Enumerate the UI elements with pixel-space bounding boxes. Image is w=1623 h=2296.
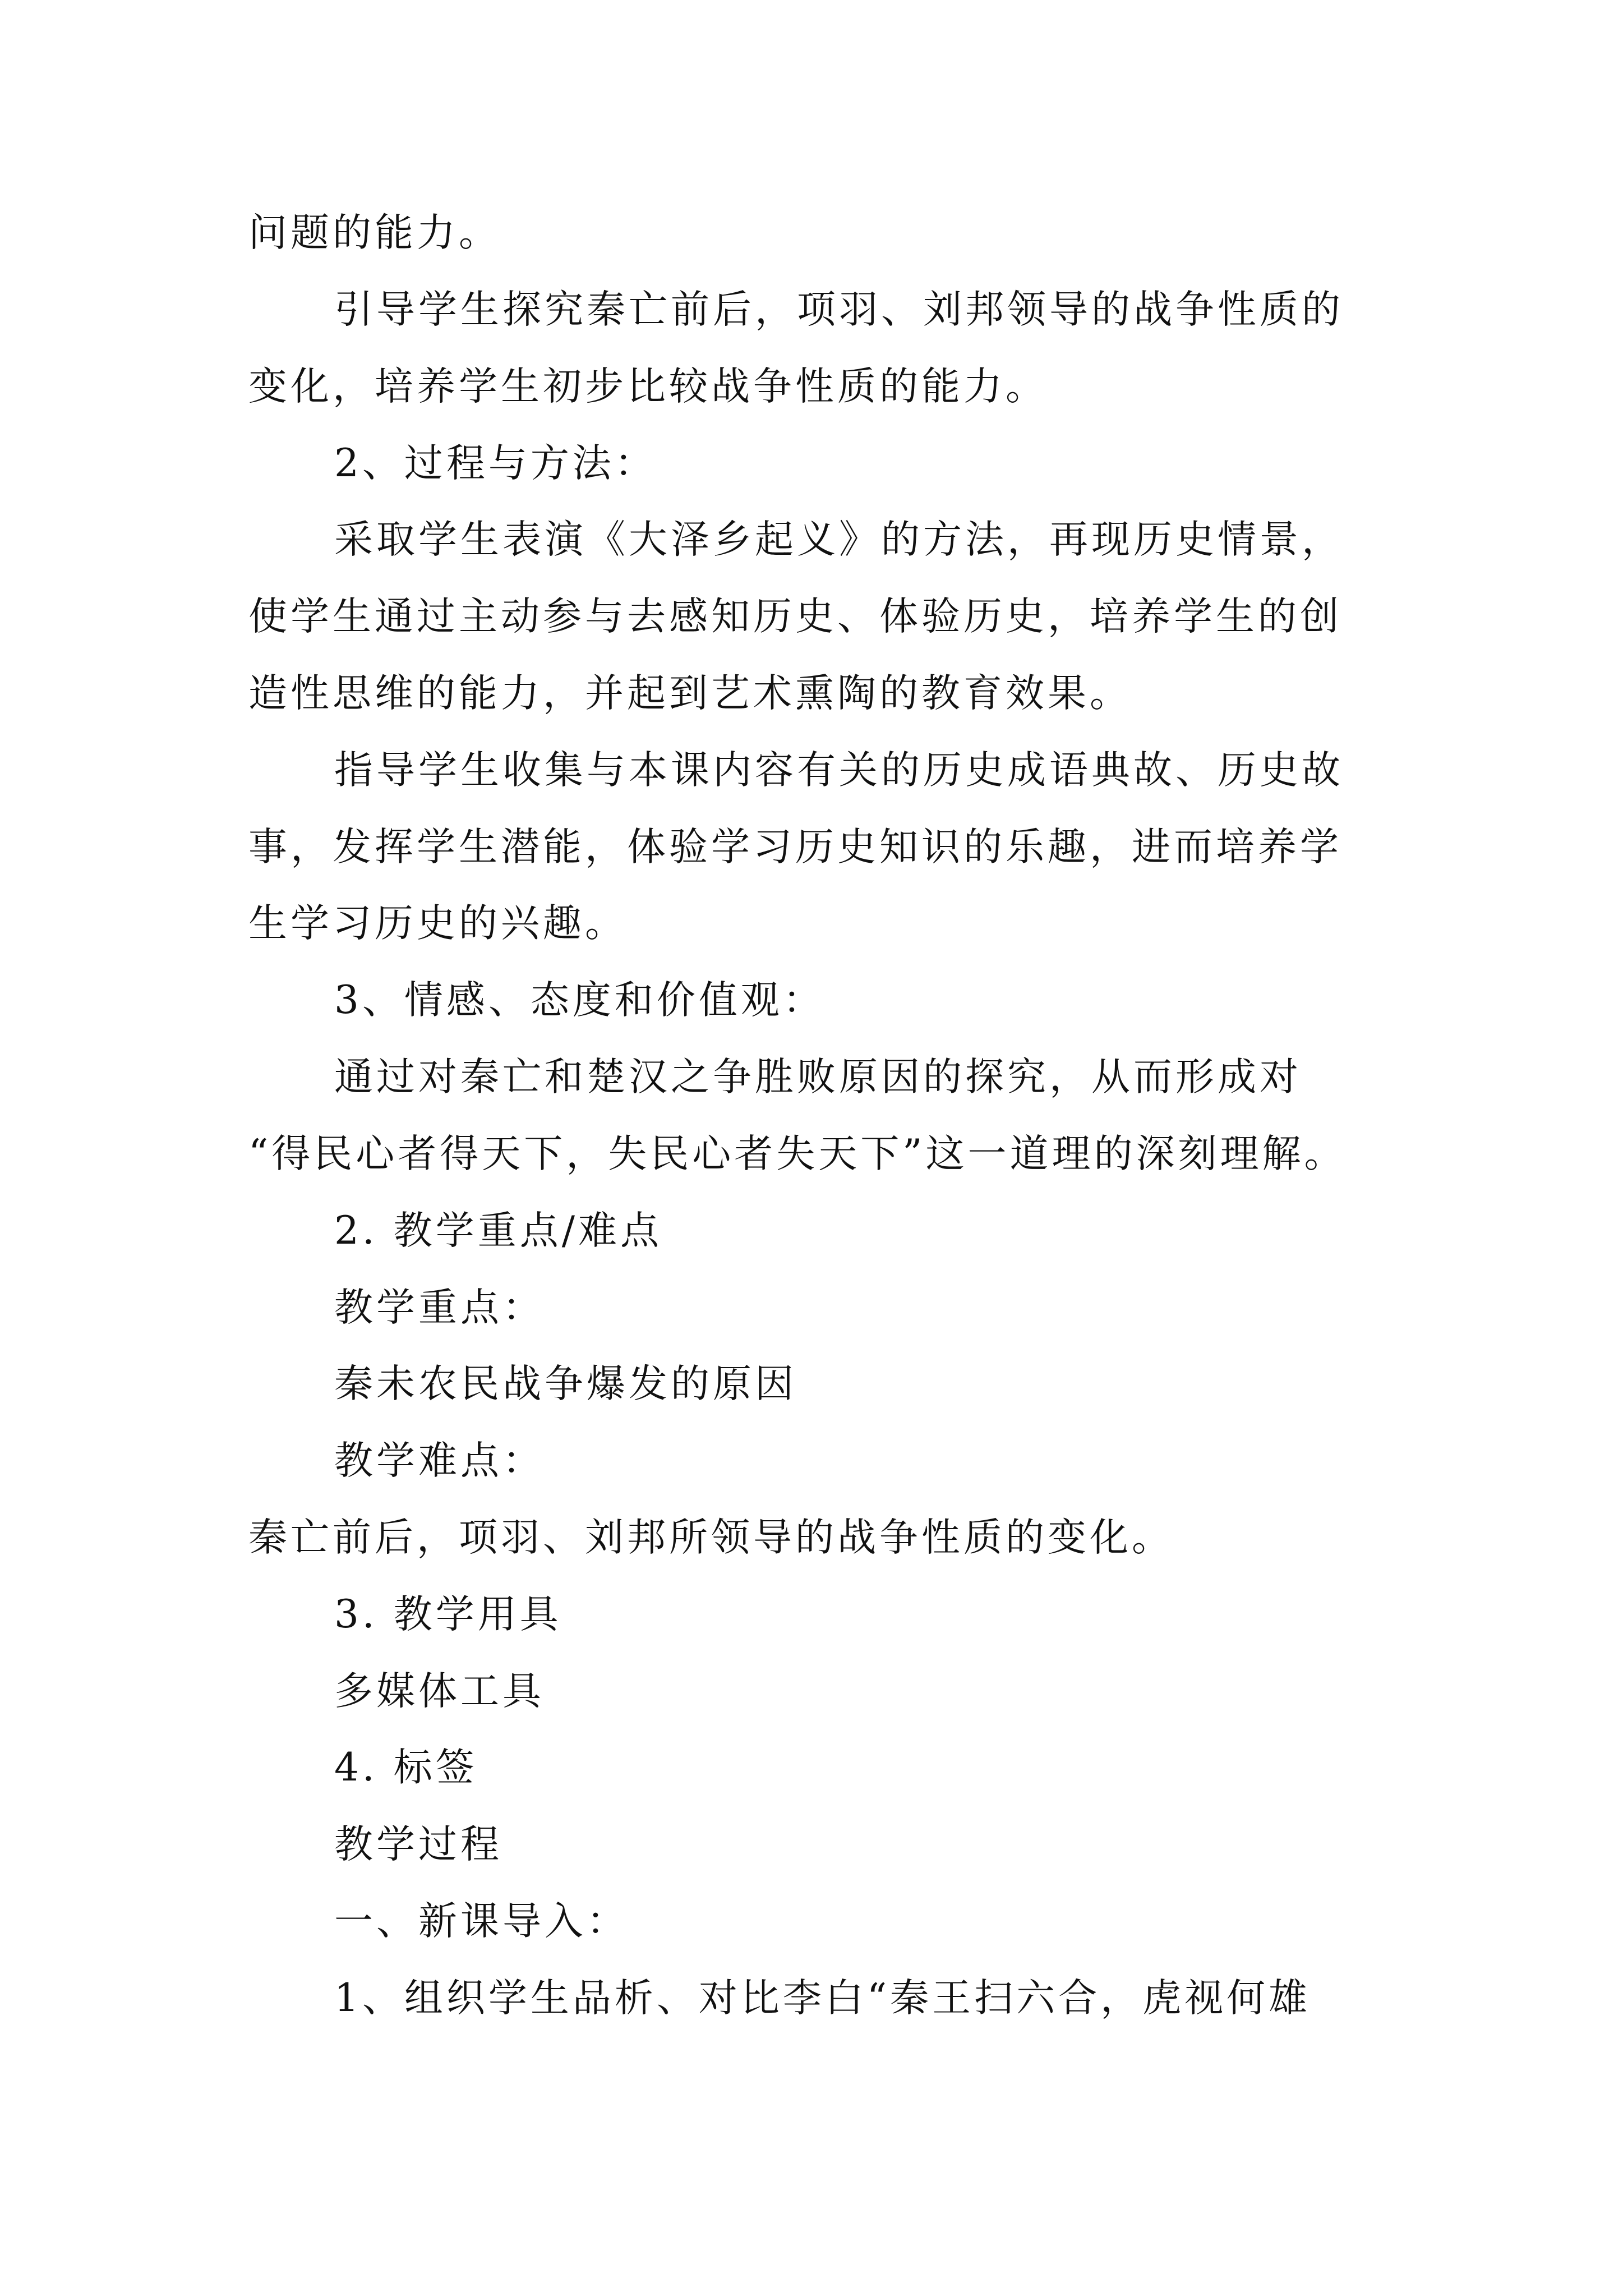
section-heading: 4. 标签: [334, 1745, 478, 1790]
subheading: 教学重点：: [334, 1285, 545, 1330]
section-heading: 3. 教学用具: [334, 1592, 562, 1637]
text-line: 变化，培养学生初步比较战争性质的能力。: [248, 364, 1048, 409]
text-line: 问题的能力。: [248, 210, 501, 255]
text-line: 通过对秦亡和楚汉之争胜败原因的探究，从而形成对: [334, 1055, 1302, 1099]
text-line: 生学习历史的兴趣。: [248, 901, 627, 946]
text-line: 秦亡前后，项羽、刘邦所领导的战争性质的变化。: [248, 1515, 1174, 1560]
text-line: 秦未农民战争爆发的原因: [334, 1361, 797, 1406]
section-heading: 3、情感、态度和价值观：: [334, 978, 825, 1023]
subheading: 一、新课导入：: [334, 1899, 629, 1944]
text-line: 指导学生收集与本课内容有关的历史成语典故、历史故: [334, 748, 1344, 793]
text-line: “得民心者得天下，失民心者失天下”这一道理的深刻理解。: [248, 1131, 1347, 1176]
text-line: 事，发挥学生潜能，体验学习历史知识的乐趣，进而培养学: [248, 825, 1342, 869]
text-line: 使学生通过主动参与去感知历史、体验历史，培养学生的创: [248, 594, 1342, 639]
section-heading: 2. 教学重点/难点: [334, 1208, 663, 1253]
subheading: 教学难点：: [334, 1438, 545, 1483]
subheading: 教学过程: [334, 1822, 502, 1867]
text-line: 引导学生探究秦亡前后，项羽、刘邦领导的战争性质的: [334, 287, 1344, 332]
text-line: 多媒体工具: [334, 1669, 545, 1714]
text-line: 1、组织学生品析、对比李白“秦王扫六合，虎视何雄: [334, 1976, 1311, 2021]
text-line: 采取学生表演《大泽乡起义》的方法，再现历史情景，: [334, 517, 1344, 562]
section-heading: 2、过程与方法：: [334, 441, 657, 486]
text-line: 造性思维的能力，并起到艺术熏陶的教育效果。: [248, 671, 1132, 716]
